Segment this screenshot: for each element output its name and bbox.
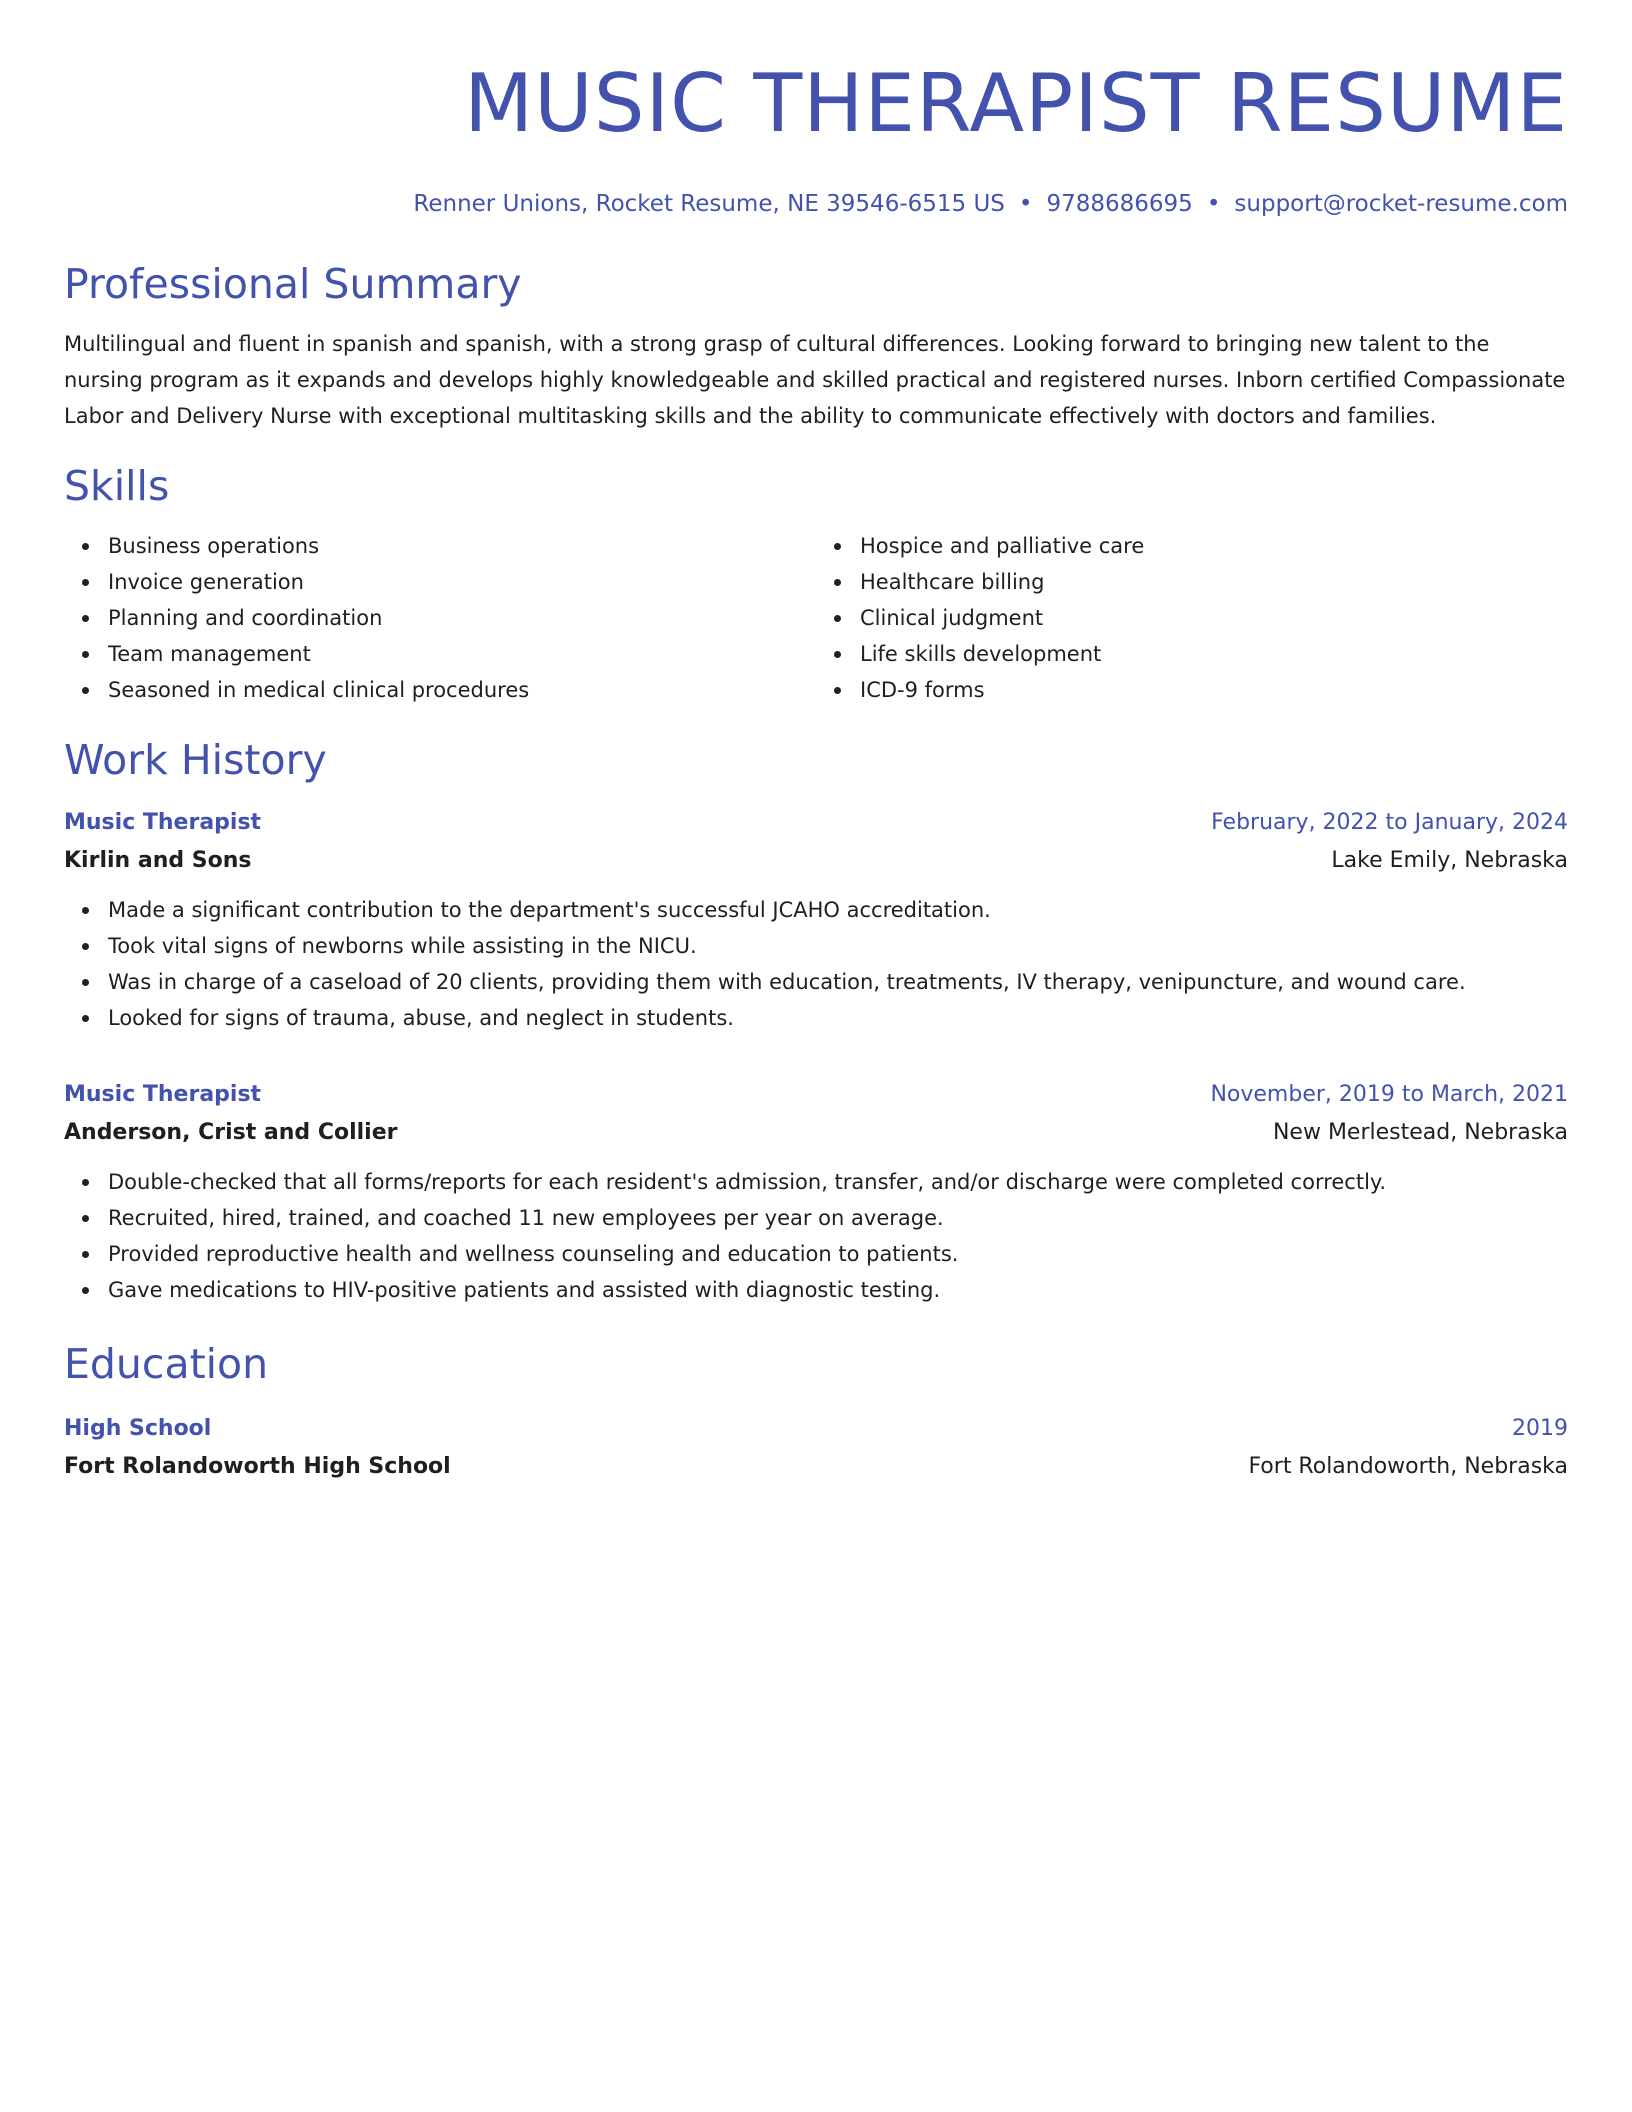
education-school: Fort Rolandoworth High School bbox=[64, 1454, 451, 1479]
job-role: Music Therapist bbox=[64, 810, 262, 835]
job-dates: February, 2022 to January, 2024 bbox=[1211, 810, 1568, 835]
job-header-row bbox=[64, 804, 1568, 842]
job-bullet: Looked for signs of trauma, abuse, and neglect in students. bbox=[108, 1000, 1568, 1036]
job-entry bbox=[64, 1076, 1568, 1308]
job-header-row bbox=[64, 1076, 1568, 1114]
job-bullets bbox=[64, 1164, 1568, 1308]
summary-heading: Professional Summary bbox=[64, 260, 522, 308]
contact-phone: 9788686695 bbox=[1046, 191, 1193, 217]
skill-item: Business operations bbox=[108, 528, 816, 564]
skill-item: Invoice generation bbox=[108, 564, 816, 600]
job-dates: November, 2019 to March, 2021 bbox=[1210, 1082, 1568, 1107]
contact-address: Renner Unions, Rocket Resume, NE 39546-6515 US bbox=[413, 191, 1005, 217]
job-company: Anderson, Crist and Collier bbox=[64, 1120, 398, 1145]
contact-email: support@rocket-resume.com bbox=[1234, 191, 1568, 217]
education-header-row bbox=[64, 1410, 1568, 1448]
job-bullet: Provided reproductive health and wellness counseling and education to patients. bbox=[108, 1236, 1568, 1272]
skill-item: Clinical judgment bbox=[860, 600, 1568, 636]
skills-column-right bbox=[816, 528, 1568, 708]
resume-title: MUSIC THERAPIST RESUME bbox=[464, 57, 1568, 150]
job-location: Lake Emily, Nebraska bbox=[1331, 848, 1568, 873]
skill-item: Hospice and palliative care bbox=[860, 528, 1568, 564]
work-history-heading: Work History bbox=[64, 736, 327, 784]
job-bullets bbox=[64, 892, 1568, 1036]
skills-column-left bbox=[64, 528, 816, 708]
skill-item: Healthcare billing bbox=[860, 564, 1568, 600]
skills-list bbox=[64, 528, 1568, 708]
job-entry bbox=[64, 804, 1568, 1036]
job-bullet: Made a significant contribution to the department's successful JCAHO accreditation. bbox=[108, 892, 1568, 928]
education-degree: High School bbox=[64, 1416, 212, 1441]
job-bullet: Double-checked that all forms/reports for each resident's admission, transfer, and/or discharge were completed correctly. bbox=[108, 1164, 1568, 1200]
job-bullet: Took vital signs of newborns while assisting in the NICU. bbox=[108, 928, 1568, 964]
contact-separator: • bbox=[1206, 191, 1221, 217]
job-bullet: Was in charge of a caseload of 20 clients, providing them with education, treatments, IV therapy, venipuncture, and wound care. bbox=[108, 964, 1568, 1000]
education-location: Fort Rolandoworth, Nebraska bbox=[1248, 1454, 1568, 1479]
summary-text: Multilingual and fluent in spanish and spanish, with a strong grasp of cultural differences. Looking forward to bringing new talent to the nursing program as it expands and develops highly knowledgeable and skilled practical and registered nurses. Inborn certified Compassionate Labor and Delivery Nurse with exceptional multitasking skills and the ability to communicate effectively with doctors and families. bbox=[64, 332, 1566, 428]
education-heading: Education bbox=[64, 1340, 269, 1388]
skill-item: Life skills development bbox=[860, 636, 1568, 672]
skill-item: ICD-9 forms bbox=[860, 672, 1568, 708]
education-entry bbox=[64, 1410, 1568, 1486]
job-role: Music Therapist bbox=[64, 1082, 262, 1107]
skill-item: Seasoned in medical clinical procedures bbox=[108, 672, 816, 708]
skills-heading: Skills bbox=[64, 462, 170, 510]
job-bullet: Gave medications to HIV-positive patients and assisted with diagnostic testing. bbox=[108, 1272, 1568, 1308]
skill-item: Planning and coordination bbox=[108, 600, 816, 636]
job-company-row bbox=[64, 842, 1568, 880]
education-school-row bbox=[64, 1448, 1568, 1486]
contact-separator: • bbox=[1018, 191, 1033, 217]
job-bullet: Recruited, hired, trained, and coached 11 new employees per year on average. bbox=[108, 1200, 1568, 1236]
job-location: New Merlestead, Nebraska bbox=[1272, 1120, 1568, 1145]
skill-item: Team management bbox=[108, 636, 816, 672]
contact-line bbox=[64, 188, 1568, 220]
job-company: Kirlin and Sons bbox=[64, 848, 252, 873]
education-year: 2019 bbox=[1512, 1416, 1568, 1441]
job-company-row bbox=[64, 1114, 1568, 1152]
